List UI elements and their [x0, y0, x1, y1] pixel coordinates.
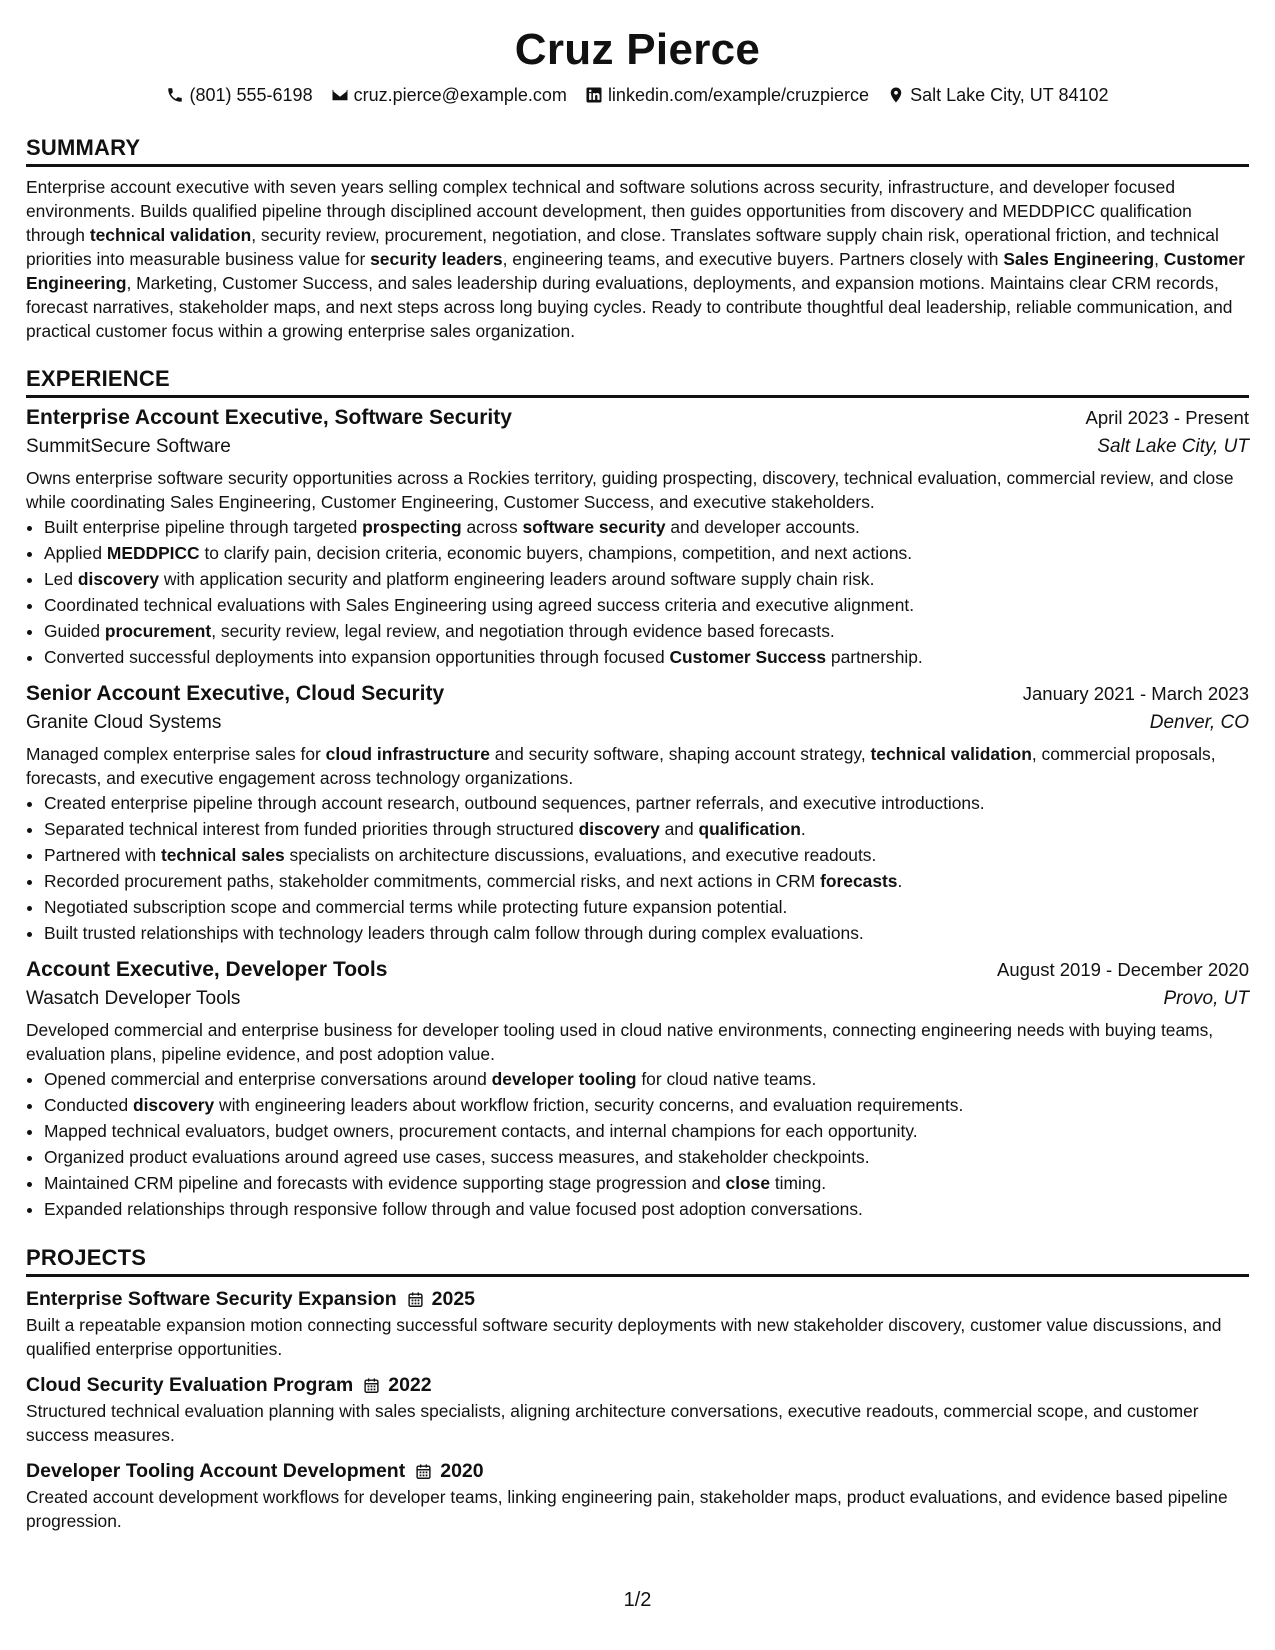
summary-section	[26, 134, 1249, 343]
job-entry	[26, 406, 1249, 670]
bullet-item: • Converted successful deployments into expansion opportunities through focused Customer Success partnership.	[44, 644, 1249, 670]
job-title: Senior Account Executive, Cloud Security	[26, 682, 445, 705]
bullet-item: • Mapped technical evaluators, budget owners, procurement contacts, and internal champions for each opportunity.	[44, 1118, 1249, 1144]
calendar-icon	[415, 1463, 432, 1480]
bullet-item: • Negotiated subscription scope and commercial terms while protecting future expansion potential.	[44, 894, 1249, 920]
bullet-item: • Expanded relationships through responsive follow through and value focused post adoption conversations.	[44, 1196, 1249, 1222]
projects-section	[26, 1244, 1249, 1533]
bullet-item: • Applied MEDDPICC to clarify pain, decision criteria, economic buyers, champions, competition, and next actions.	[44, 540, 1249, 566]
job-description: Developed commercial and enterprise business for developer tooling used in cloud native environments, connecting engineering needs with buying teams, evaluation plans, pipeline evidence, and post adoption value.	[26, 1020, 1214, 1064]
page-number: 1/2	[623, 1589, 652, 1611]
company-name: SummitSecure Software	[26, 436, 231, 457]
bullet-item: • Recorded procurement paths, stakeholder commitments, commercial risks, and next actions in CRM forecasts.	[44, 868, 1249, 894]
location-pin-icon	[887, 86, 905, 104]
bullet-item: • Organized product evaluations around agreed use cases, success measures, and stakeholder checkpoints.	[44, 1144, 1249, 1170]
bold-keyword: procurement	[104, 621, 212, 641]
bold-keyword: Sales Engineering	[1003, 249, 1155, 269]
bold-keyword: Customer Success	[669, 647, 827, 667]
project-entry	[26, 1285, 1249, 1361]
bold-keyword: technical validation	[870, 744, 1032, 764]
contact-info	[26, 82, 1249, 108]
job-bullets	[26, 1066, 1249, 1222]
location-text: Salt Lake City, UT 84102	[910, 85, 1109, 105]
bold-keyword: technical sales	[160, 845, 285, 865]
job-header	[26, 682, 1249, 706]
bullet-item: • Led discovery with application security and platform engineering leaders around software supply chain risk.	[44, 566, 1249, 592]
bullet-item: • Built trusted relationships with technology leaders through calm follow through during complex evaluations.	[44, 920, 1249, 946]
bold-keyword: cloud infrastructure	[325, 744, 490, 764]
project-header	[26, 1285, 1249, 1313]
project-header	[26, 1371, 1249, 1399]
bold-keyword: developer tooling	[491, 1069, 637, 1089]
experience-list	[26, 406, 1249, 1222]
job-subheader	[26, 436, 1249, 458]
bullet-item: • Partnered with technical sales specialists on architecture discussions, evaluations, and executive readouts.	[44, 842, 1249, 868]
project-description: Created account development workflows for developer teams, linking engineering pain, stakeholder maps, product evaluations, and evidence based pipeline progression.	[26, 1487, 1228, 1531]
job-subheader	[26, 988, 1249, 1010]
project-description: Structured technical evaluation planning with sales specialists, aligning architecture conversations, executive readouts, commercial scope, and customer success measures.	[26, 1401, 1199, 1445]
candidate-name: Cruz Pierce	[514, 25, 761, 74]
bullet-item: • Separated technical interest from funded priorities through structured discovery and qualification.	[44, 816, 1249, 842]
job-header	[26, 958, 1249, 982]
phone-icon	[166, 86, 184, 104]
job-location: Salt Lake City, UT	[1097, 436, 1249, 457]
job-header	[26, 406, 1249, 430]
bold-keyword: software security	[522, 517, 666, 537]
job-dates: April 2023 - Present	[1085, 407, 1249, 428]
bold-keyword: prospecting	[362, 517, 462, 537]
project-year: 2022	[388, 1374, 432, 1396]
project-year: 2020	[440, 1460, 484, 1482]
section-title-summary: SUMMARY	[26, 134, 1249, 167]
job-dates: January 2021 - March 2023	[1022, 683, 1249, 704]
section-title-projects: PROJECTS	[26, 1244, 1249, 1277]
linkedin-text[interactable]: linkedin.com/example/cruzpierce	[607, 85, 870, 105]
email-text[interactable]: cruz.pierce@example.com	[353, 85, 567, 105]
calendar-icon	[407, 1291, 424, 1308]
job-bullets	[26, 790, 1249, 946]
bullet-item: • Created enterprise pipeline through account research, outbound sequences, partner referrals, and executive introductions.	[44, 790, 1249, 816]
job-description: Owns enterprise software security opportunities across a Rockies territory, guiding prospecting, discovery, technical evaluation, commercial review, and close while coordinating Sales Engineering, Customer Engineering, Customer Success, and executive stakeholders.	[26, 468, 1234, 512]
job-bullets	[26, 514, 1249, 670]
project-date	[363, 1371, 431, 1399]
project-date	[415, 1457, 483, 1485]
bold-keyword: Customer Engineering	[26, 249, 1245, 293]
job-entry	[26, 958, 1249, 1222]
bold-keyword: qualification	[698, 819, 801, 839]
project-year: 2025	[431, 1288, 476, 1310]
job-location: Denver, CO	[1149, 712, 1249, 733]
bullet-item: • Built enterprise pipeline through targeted prospecting across software security and developer accounts.	[44, 514, 1249, 540]
job-title: Enterprise Account Executive, Software Security	[26, 406, 512, 429]
bold-keyword: discovery	[77, 569, 160, 589]
section-title-experience: EXPERIENCE	[26, 365, 1249, 398]
contact-location	[887, 82, 1108, 108]
bold-keyword: security leaders	[370, 249, 503, 269]
project-description: Built a repeatable expansion motion connecting successful software security deployments with new stakeholder discovery, customer value discussions, and qualified enterprise opportunities.	[26, 1315, 1222, 1359]
contact-phone	[166, 82, 312, 108]
project-header	[26, 1457, 1249, 1485]
bullet-item: • Conducted discovery with engineering leaders about workflow friction, security concerns, and evaluation requirements.	[44, 1092, 1249, 1118]
bold-keyword: forecasts	[820, 871, 898, 891]
project-name: Enterprise Software Security Expansion	[26, 1288, 397, 1310]
project-entry	[26, 1457, 1249, 1533]
job-title: Account Executive, Developer Tools	[26, 958, 388, 981]
linkedin-icon	[585, 86, 603, 104]
job-subheader	[26, 712, 1249, 734]
bullet-item: • Maintained CRM pipeline and forecasts with evidence supporting stage progression and close timing.	[44, 1170, 1249, 1196]
contact-email[interactable]	[331, 82, 567, 108]
bold-keyword: discovery	[132, 1095, 215, 1115]
calendar-icon	[363, 1377, 380, 1394]
project-entry	[26, 1371, 1249, 1447]
bold-keyword: close	[725, 1173, 771, 1193]
project-name: Cloud Security Evaluation Program	[26, 1374, 354, 1396]
job-description: Managed complex enterprise sales for cloud infrastructure and security software, shaping account strategy, technical validation, commercial proposals, forecasts, and executive engagement across technology organizations.	[26, 744, 1216, 788]
projects-list	[26, 1285, 1249, 1533]
bold-keyword: MEDDPICC	[106, 543, 200, 563]
phone-text: (801) 555-6198	[189, 85, 313, 105]
company-name: Wasatch Developer Tools	[26, 988, 241, 1009]
bullet-item: • Opened commercial and enterprise conversations around developer tooling for cloud native teams.	[44, 1066, 1249, 1092]
summary-text: Enterprise account executive with seven years selling complex technical and software solutions across security, infrastructure, and developer focused environments. Builds qualified pipeline through disciplined account development, then guides opportunities from discovery and MEDDPICC qualification through technical validation, security review, procurement, negotiation, and close. Translates software supply chain risk, operational friction, and technical priorities into measurable business value for security leaders, engineering teams, and executive buyers. Partners closely with Sales Engineering, Customer Engineering, Marketing, Customer Success, and sales leadership during evaluations, deployments, and expansion motions. Maintains clear CRM records, forecast narratives, stakeholder maps, and next steps across long buying cycles. Ready to contribute thoughtful deal leadership, reliable communication, and practical customer focus within a growing enterprise sales organization.	[26, 177, 1245, 341]
project-name: Developer Tooling Account Development	[26, 1460, 406, 1482]
contact-linkedin[interactable]	[585, 82, 869, 108]
bullet-item: • Guided procurement, security review, legal review, and negotiation through evidence based forecasts.	[44, 618, 1249, 644]
job-entry	[26, 682, 1249, 946]
email-icon	[331, 86, 349, 104]
experience-section	[26, 365, 1249, 1222]
job-location: Provo, UT	[1163, 988, 1249, 1009]
bold-keyword: technical validation	[89, 225, 252, 245]
job-dates: August 2019 - December 2020	[997, 959, 1249, 980]
project-date	[407, 1285, 475, 1313]
bold-keyword: discovery	[578, 819, 660, 839]
company-name: Granite Cloud Systems	[26, 712, 222, 733]
bullet-item: • Coordinated technical evaluations with Sales Engineering using agreed success criteria and executive alignment.	[44, 592, 1249, 618]
